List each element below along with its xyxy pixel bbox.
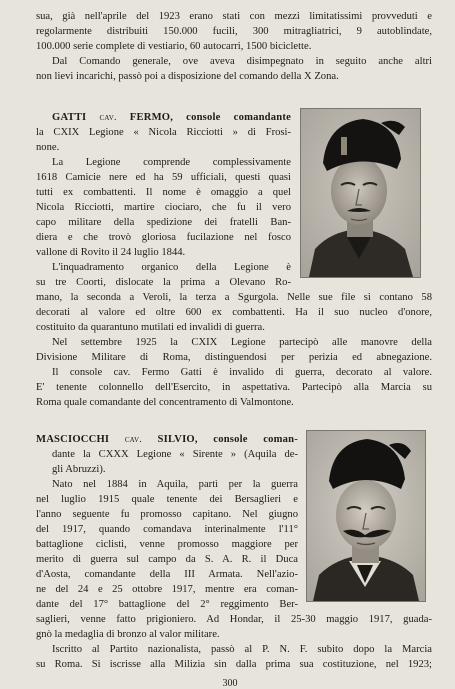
top-line-5: non lievi incarichi, passò poi a disposizione del comando della X Zona. <box>36 71 339 82</box>
masciocchi-line-5: l'anno seguente fu promosso capitano. Nel giugno <box>36 509 298 520</box>
masciocchi-surname: MASCIOCCHI <box>36 434 110 445</box>
gatti-line-8: diera e che trovò gloriosa fucilazione nel fosco <box>36 232 291 243</box>
masciocchi-line-4: nel luglio 1915 quale tenente dei Bersaglieri e <box>36 494 298 505</box>
gatti-line-15: Nel settembre 1925 la CXIX Legione partecipò alle manovre della <box>52 337 432 348</box>
top-line-1: sua, già nell'aprile del 1923 erano stati con mezzi limitatissimi provveduti e <box>36 11 432 22</box>
masciocchi-line-13: gnò la medaglia di bronzo al valor militare. <box>36 629 220 640</box>
masciocchi-line-3: Nato nel 1884 in Aquila, partì per la guerra <box>52 479 298 490</box>
top-line-3: 100.000 serie complete di vestiario, 60 autocarri, 1500 biciclette. <box>36 41 312 52</box>
masciocchi-line-15: su Roma. Si iscrisse alla Milizia sin dalla prima sua costituzione, nel 1923; <box>36 659 432 670</box>
masciocchi-line-6: del 1917, quando comandava interinalmente l'11° <box>36 524 298 535</box>
gatti-line-12: mano, la seconda a Veroli, la terza a Sgurgola. Nelle sue file si contano 58 <box>36 292 432 303</box>
masciocchi-line-8: merito di guerra sul campo da S. A. R. il Duca <box>36 554 298 565</box>
gatti-portrait-photo <box>300 108 421 278</box>
masciocchi-line-11: dante del 17° battaglione del 2° reggimento Ber- <box>36 599 298 610</box>
gatti-line-6: Nicola Ricciotti, martire ciociaro, che fu il vero <box>36 202 291 213</box>
gatti-name-title: FERMO, console comandante <box>129 112 291 123</box>
gatti-line-1: la CXIX Legione « Nicola Ricciotti » di Frosi- <box>36 127 291 138</box>
gatti-line-7: capo militare della spedizione dei fratelli Ban- <box>36 217 291 228</box>
top-line-4: Dal Comando generale, ove aveva disimpegnato in seguito anche altri <box>52 56 432 67</box>
gatti-line-2: none. <box>36 142 60 153</box>
gatti-line-18: E' tenente colonnello dell'Esercito, in aspettativa. Partecipò alla Marcia su <box>36 382 432 393</box>
masciocchi-heading <box>36 432 298 447</box>
gatti-line-3: La Legione comprende complessivamente <box>52 157 291 168</box>
masciocchi-name-title: SILVIO, console coman- <box>157 434 298 445</box>
masciocchi-line-7: battaglione ciclisti, venne promosso maggiore per <box>36 539 298 550</box>
masciocchi-line-2: gli Abruzzi). <box>52 464 106 475</box>
masciocchi-line-1: dante la CXXX Legione « Sirente » (Aquila de- <box>52 449 298 460</box>
masciocchi-line-10: ne del 24 e 25 ottobre 1917, mentre era coman- <box>36 584 298 595</box>
gatti-line-9: vallone di Rovito il 24 luglio 1844. <box>36 247 186 258</box>
masciocchi-line-14: Iscritto al Partito nazionalista, passò al P. N. F. subito dopo la Marcia <box>52 644 432 655</box>
gatti-line-11: su tre Coorti, dislocate la prima a Olevano Ro- <box>36 277 291 288</box>
gatti-line-13: decorati al valore ed oltre 600 ex combattenti. Ha il suo nucleo d'onore, <box>36 307 432 318</box>
page-number: 300 <box>222 678 238 689</box>
gatti-heading <box>52 110 291 125</box>
top-line-2: regolarmente distribuiti 150.000 fucili, 300 mitragliatrici, 9 autoblindate, <box>36 26 432 37</box>
gatti-line-4: 1618 Camicie nere ed ha 59 ufficiali, questi quasi <box>36 172 291 183</box>
gatti-line-16: Divisione Militare di Roma, distinguendosi per perizia ed abnegazione. <box>36 352 432 363</box>
gatti-line-10: L'inquadramento organico della Legione è <box>52 262 291 273</box>
gatti-line-14: costituito da quarantuno mutilati ed invalidi di guerra. <box>36 322 265 333</box>
masciocchi-portrait-photo <box>306 430 426 602</box>
gatti-line-5: tutti ex combattenti. Il nome è omaggio a quel <box>36 187 291 198</box>
masciocchi-rank: cav. <box>124 434 142 445</box>
gatti-rank: cav. <box>99 112 117 123</box>
gatti-line-19: Roma quale comandante del concentramento di Valmontone. <box>36 397 294 408</box>
gatti-line-17: Il console cav. Fermo Gatti è invalido di guerra, decorato al valore. <box>52 367 432 378</box>
masciocchi-line-12: saglieri, venne fatto prigioniero. Ad Hondar, il 25-30 maggio 1917, guada- <box>36 614 432 625</box>
gatti-surname: GATTI <box>52 112 87 123</box>
masciocchi-line-9: d'Aosta, comandante della III Armata. Nell'azio- <box>36 569 298 580</box>
